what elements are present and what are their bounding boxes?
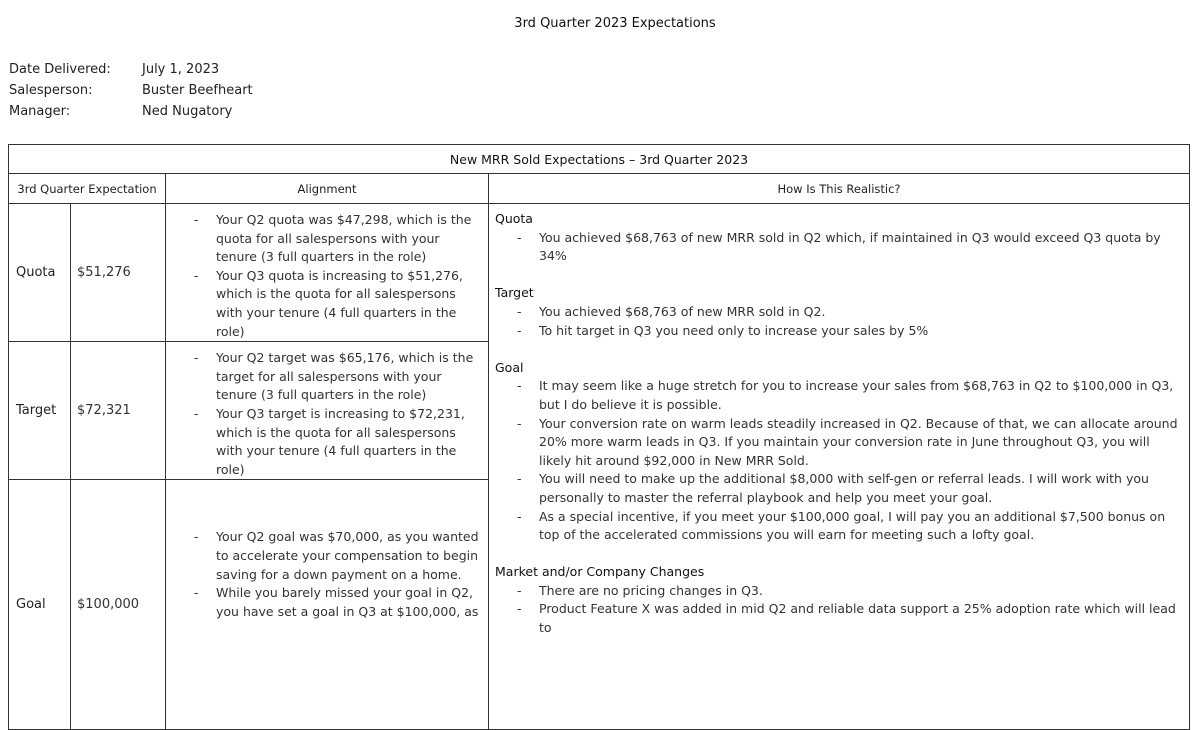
list-item: - Your Q3 target is increasing to $72,231, which is the quota for all salespersons with your tenure (4 full quarters in the role) bbox=[166, 405, 488, 479]
meta-value: Ned Nugatory bbox=[142, 104, 233, 119]
table-row-quota bbox=[9, 204, 1190, 342]
document-title: 3rd Quarter 2023 Expectations bbox=[514, 16, 716, 31]
list-item: - Your conversion rate on warm leads steadily increased in Q2. Because of that, we can allocate around 20% more warm leads in Q3. If you maintain your conversion rate in June throughout Q3, you will likely hit around $92,000 in New MRR Sold. bbox=[489, 415, 1189, 471]
list-item: - While you barely missed your goal in Q2, you have set a goal in Q3 at $100,000, as bbox=[166, 584, 488, 621]
header-realistic: How Is This Realistic? bbox=[489, 174, 1190, 204]
meta-label: Salesperson: bbox=[9, 83, 93, 98]
list-item: - Product Feature X was added in mid Q2 and reliable data support a 25% adoption rate which will lead to bbox=[489, 600, 1189, 637]
list-item: - Your Q3 quota is increasing to $51,276, which is the quota for all salespersons with your tenure (4 full quarters in the role) bbox=[166, 267, 488, 341]
header-expectation: 3rd Quarter Expectation bbox=[9, 174, 166, 204]
list-item: - As a special incentive, if you meet your $100,000 goal, I will pay you an additional $7,500 bonus on top of the accelerated commissions you will earn for meeting such a lofty goal. bbox=[489, 508, 1189, 545]
section-heading-goal: Goal bbox=[495, 359, 524, 375]
row-label: Target bbox=[9, 342, 71, 480]
meta-value: Buster Beefheart bbox=[142, 83, 253, 98]
meta-value: July 1, 2023 bbox=[142, 62, 220, 77]
section-heading-quota: Quota bbox=[495, 211, 533, 226]
list-item: - Your Q2 quota was $47,298, which is the quota for all salespersons with your tenure (3 full quarters in the role) bbox=[166, 211, 488, 267]
realistic-cell bbox=[489, 204, 1190, 730]
list-item: - There are no pricing changes in Q3. bbox=[489, 582, 1189, 601]
list-item: - Your Q2 target was $65,176, which is the target for all salespersons with your tenure (3 full quarters in the role) bbox=[166, 349, 488, 405]
table-title: New MRR Sold Expectations – 3rd Quarter 2023 bbox=[9, 145, 1190, 174]
section-heading-target: Target bbox=[495, 285, 534, 301]
expectations-table bbox=[8, 144, 1190, 730]
row-value: $51,276 bbox=[71, 204, 166, 342]
alignment-cell bbox=[166, 204, 489, 342]
meta-row-date bbox=[9, 59, 253, 80]
meta-row-manager bbox=[9, 101, 253, 122]
document-meta bbox=[9, 59, 253, 122]
section-heading-market: Market and/or Company Changes bbox=[495, 564, 705, 580]
row-value: $72,321 bbox=[71, 342, 166, 480]
list-item: - You will need to make up the additional $8,000 with self-gen or referral leads. I will work with you personally to master the referral playbook and help you meet your goal. bbox=[489, 470, 1189, 507]
meta-row-salesperson bbox=[9, 80, 253, 101]
meta-label: Manager: bbox=[9, 104, 71, 119]
alignment-cell bbox=[166, 480, 489, 730]
list-item: - You achieved $68,763 of new MRR sold in Q2 which, if maintained in Q3 would exceed Q3 quota by 34% bbox=[489, 229, 1189, 266]
list-item: - Your Q2 goal was $70,000, as you wanted to accelerate your compensation to begin saving for a down payment on a home. bbox=[166, 528, 488, 584]
row-value: $100,000 bbox=[71, 480, 166, 730]
alignment-cell bbox=[166, 342, 489, 480]
meta-label: Date Delivered: bbox=[9, 62, 111, 77]
row-label: Quota bbox=[9, 204, 71, 342]
list-item: - To hit target in Q3 you need only to increase your sales by 5% bbox=[489, 322, 1189, 341]
list-item: - You achieved $68,763 of new MRR sold in Q2. bbox=[489, 303, 1189, 322]
row-label: Goal bbox=[9, 480, 71, 730]
header-alignment: Alignment bbox=[166, 174, 489, 204]
list-item: - It may seem like a huge stretch for you to increase your sales from $68,763 in Q2 to $100,000 in Q3, but I do believe it is possible. bbox=[489, 377, 1189, 414]
